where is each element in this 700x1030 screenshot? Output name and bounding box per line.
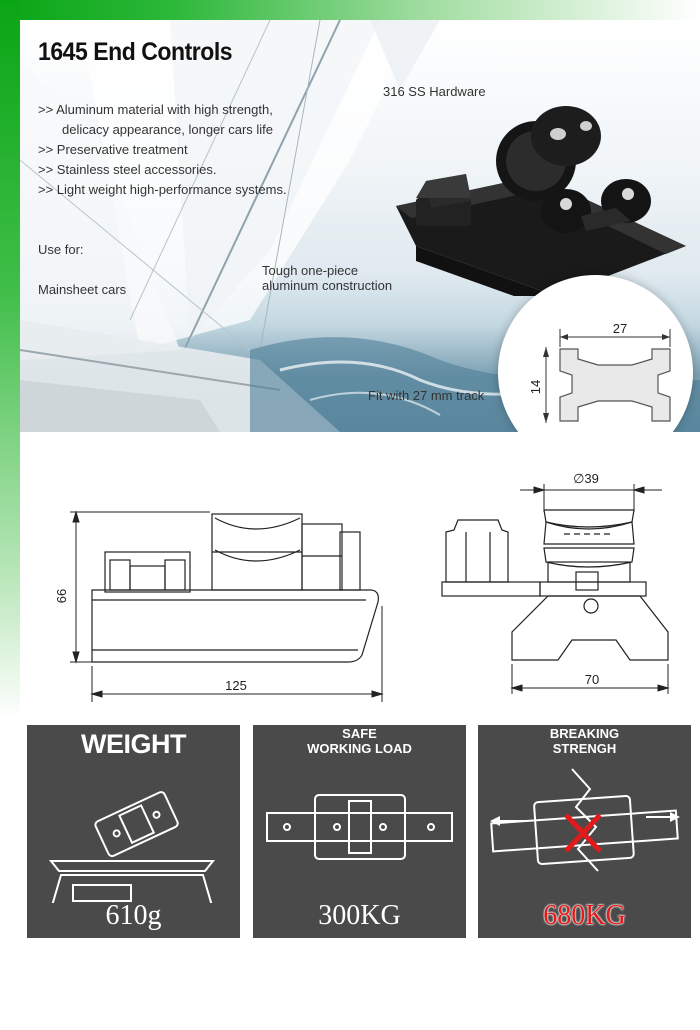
feature-item: >> Stainless steel accessories. xyxy=(38,162,217,177)
technical-drawing-side-view xyxy=(40,480,400,710)
feature-list xyxy=(38,100,287,200)
length-dimension-label: 125 xyxy=(225,678,247,693)
safe-working-load-panel xyxy=(253,725,466,938)
product-photo xyxy=(386,96,686,296)
hero-banner xyxy=(20,20,700,432)
breaking-strength-panel xyxy=(478,725,691,938)
callout-aluminum-line1: Tough one-piece xyxy=(262,263,359,278)
feature-item: >> Aluminum material with high strength, xyxy=(38,102,273,117)
swl-label xyxy=(253,726,466,756)
swl-label-line2: WORKING LOAD xyxy=(307,741,412,756)
feature-item: >> Light weight high-performance systems. xyxy=(38,182,287,197)
track-width-label: 27 xyxy=(612,321,628,336)
swl-label-line1: SAFE xyxy=(342,726,377,741)
callout-aluminum-line2: aluminum construction xyxy=(262,278,393,293)
callout-aluminum xyxy=(262,263,392,293)
height-dimension-label: 66 xyxy=(54,588,69,604)
use-for-label: Use for: xyxy=(38,242,84,257)
width-dimension-label: 70 xyxy=(584,672,600,687)
scale-icon xyxy=(27,763,240,903)
callout-track: Fit with 27 mm track xyxy=(368,388,485,403)
feature-item: delicacy appearance, longer cars life xyxy=(62,122,274,137)
swl-value: 300KG xyxy=(318,900,401,931)
use-for-item: Mainsheet cars xyxy=(38,282,127,297)
breaking-label-line1: BREAKING xyxy=(549,726,620,741)
breaking-value: 680KG xyxy=(543,900,626,931)
broken-track-icon xyxy=(478,763,691,903)
feature-item: >> Preservative treatment xyxy=(38,142,188,157)
callout-hardware: 316 SS Hardware xyxy=(383,84,486,99)
page-title: 1645 End Controls xyxy=(38,38,233,66)
green-frame-left xyxy=(0,0,20,720)
sheave-diameter-label: ∅39 xyxy=(573,471,599,486)
breaking-label-line2: STRENGH xyxy=(552,741,617,756)
weight-value: 610g xyxy=(105,900,162,931)
track-height-label: 14 xyxy=(528,379,543,395)
technical-drawing-front-view xyxy=(436,462,676,702)
weight-label: WEIGHT xyxy=(81,729,186,759)
green-frame-top xyxy=(0,0,700,20)
breaking-label xyxy=(478,726,691,756)
weight-panel xyxy=(27,725,240,938)
track-car-icon xyxy=(253,763,466,903)
